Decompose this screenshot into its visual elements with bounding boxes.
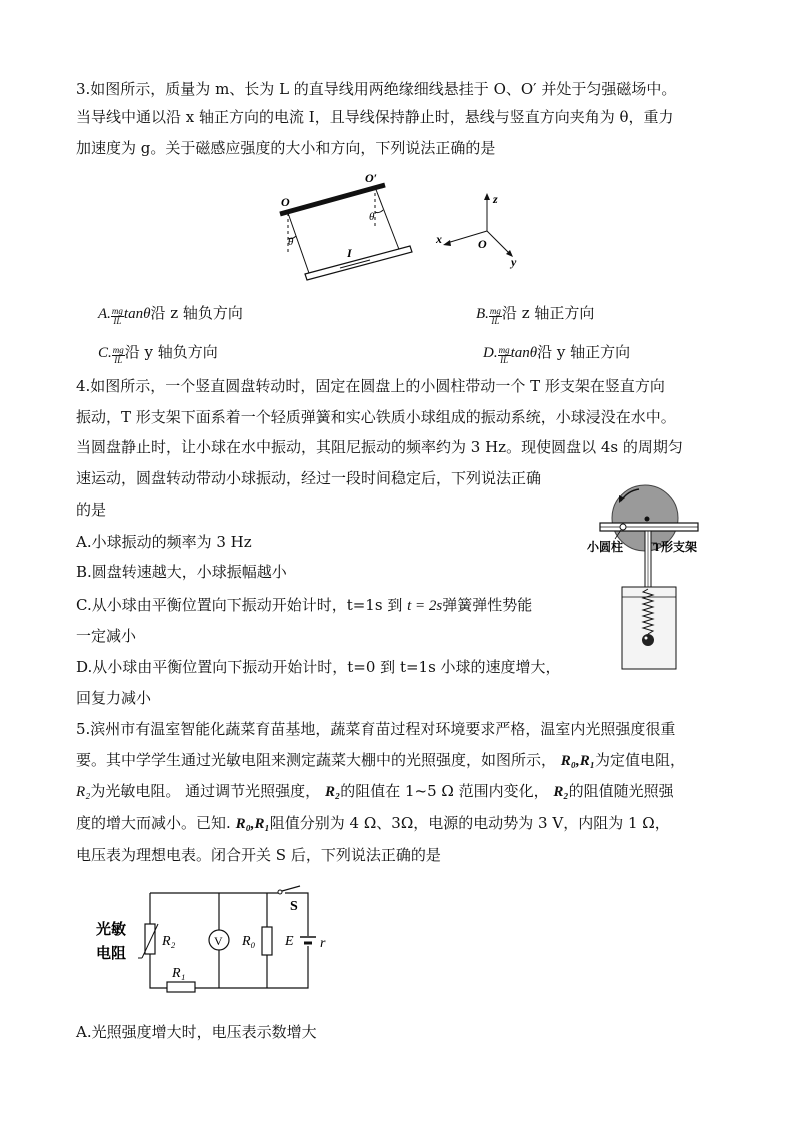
label-O-prime: O′	[365, 171, 378, 185]
switch-contact	[278, 890, 282, 894]
q4-stem-line4: 速运动，圆盘转动带动小球振动，经过一段时间稳定后，下列说法正确	[76, 469, 542, 487]
switch-blade	[282, 886, 300, 891]
q5-stem-line4: 度的增大而减小。已知. R₀,R₁阻值分别为 4 Ω、3Ω，电源的电动势为 3 V，内阻为 1 Ω，	[76, 814, 670, 832]
q3-option-b[interactable]: B. $\frac{mg}{IL}$ 沿 z 轴正方向	[476, 304, 595, 326]
label-S: S	[290, 899, 298, 914]
q4-option-a[interactable]: A.小球振动的频率为 3 Hz	[76, 533, 252, 551]
q3-stem-line3: 加速度为 g。关于磁感应强度的大小和方向，下列说法正确的是	[76, 139, 496, 157]
label-O: O	[281, 195, 290, 209]
label-E: E	[285, 934, 294, 949]
axis-z: z	[493, 192, 498, 206]
label-r: r	[320, 936, 326, 951]
label-I: I	[347, 246, 352, 260]
r1-resistor	[167, 982, 195, 992]
q5-stem-line3: R₂为光敏电阻。 通过调节光照强度， R₂的阻值在 1~5 Ω 范围内变化， R₂的阻值随光照强	[76, 782, 674, 800]
support-bar	[280, 185, 385, 214]
thread-right	[375, 187, 400, 252]
label-photo-1: 光敏	[96, 922, 127, 938]
q4-disk-figure	[585, 483, 715, 673]
label-theta-left: θ	[288, 236, 294, 248]
axis-y: y	[511, 255, 517, 269]
q5-option-a[interactable]: A.光照强度增大时，电压表示数增大	[76, 1023, 317, 1041]
q3-option-c[interactable]: C. $\frac{mg}{IL}$ 沿 y 轴负方向	[98, 343, 218, 365]
q4-option-b[interactable]: B.圆盘转速越大，小球振幅越小	[76, 563, 287, 581]
q4-stem-line1: 4.如图所示，一个竖直圆盘转动时，固定在圆盘上的小圆柱带动一个 T 形支架在竖直方向	[76, 377, 665, 395]
label-theta-right: θ	[369, 211, 375, 223]
iron-ball	[642, 634, 654, 646]
q3-stem-line1: 3.如图所示，质量为 m、长为 L 的直导线用两绝缘细线悬挂于 O、O′ 并处于匀强磁场中。	[76, 80, 677, 98]
q4-option-d-line2: 回复力减小	[76, 689, 152, 707]
q4-stem-line3: 当圆盘静止时，让小球在水中振动，其阻尼振动的频率约为 3 Hz。现使圆盘以 4s 的周期匀	[76, 438, 683, 456]
r0-resistor	[262, 927, 272, 955]
label-R1: R₁	[172, 966, 186, 981]
q3-wire-figure	[270, 168, 550, 288]
small-cylinder	[620, 524, 626, 530]
axis-origin: O	[478, 237, 487, 251]
label-R0: R₀	[242, 934, 256, 949]
q4-option-d-line1[interactable]: D.从小球由平衡位置向下振动开始计时，t=0 到 t=1s 小球的速度增大，	[76, 658, 561, 676]
q5-stem-line5: 电压表为理想电表。闭合开关 S 后，下列说法正确的是	[76, 846, 441, 864]
label-t-frame: T形支架	[653, 540, 698, 554]
q4-option-c-line1[interactable]: C.从小球由平衡位置向下振动开始计时，t=1s 到 t = 2s弹簧弹性势能	[76, 596, 533, 614]
q4-stem-line5: 的是	[76, 501, 107, 519]
label-photo-2: 电阻	[96, 946, 127, 962]
q5-stem-line2: 要。其中学学生通过光敏电阻来测定蔬菜大棚中的光照强度，如图所示， R₀,R₁为定值电阻，	[76, 751, 686, 769]
label-small-cylinder: 小圆柱	[587, 540, 624, 554]
q5-stem-line1: 5.滨州市有温室智能化蔬菜育苗基地，蔬菜育苗过程对环境要求严格，温室内光照强度很重	[76, 720, 676, 738]
axis-x: x	[436, 232, 442, 246]
q3-stem-line2: 当导线中通以沿 x 轴正方向的电流 I，且导线保持静止时，悬线与竖直方向夹角为 θ，重力	[76, 108, 674, 126]
voltmeter-label: V	[214, 934, 223, 948]
q3-option-a[interactable]: A. $\frac{mg}{IL}$ tanθ沿 z 轴负方向	[98, 304, 243, 326]
label-R2: R₂	[162, 934, 176, 949]
q4-stem-line2: 振动，T 形支架下面系着一个轻质弹簧和实心铁质小球组成的振动系统，小球浸没在水中。	[76, 408, 676, 426]
q3-option-d[interactable]: D. $\frac{mg}{IL}$ tanθ沿 y 轴正方向	[483, 343, 631, 365]
q5-circuit-figure	[92, 880, 342, 998]
q4-option-c-line2: 一定减小	[76, 627, 137, 645]
